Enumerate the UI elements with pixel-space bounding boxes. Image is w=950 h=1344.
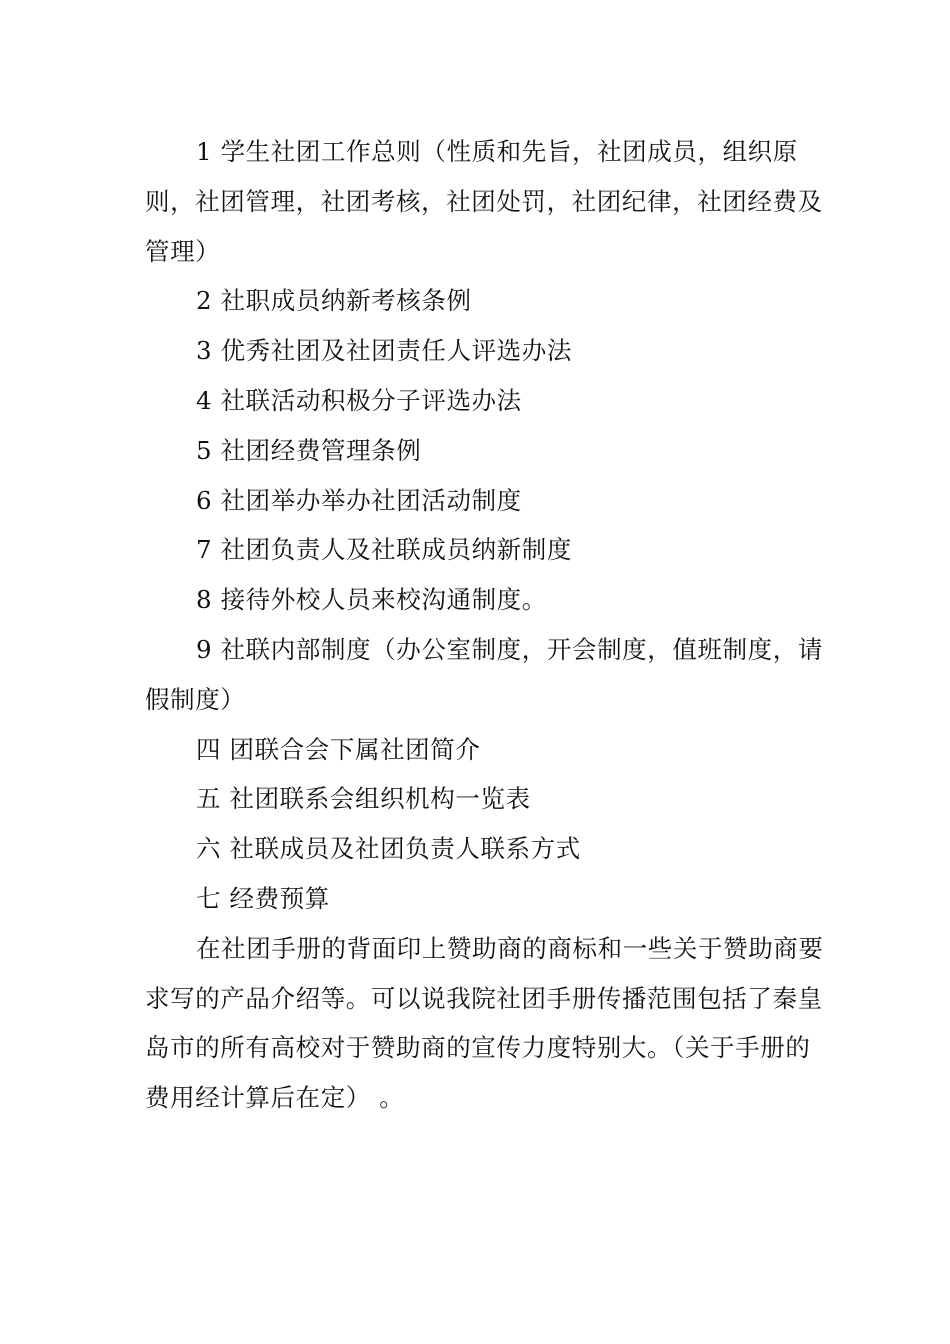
paragraph-2: 2 社职成员纳新考核条例 [196, 286, 472, 316]
paragraph-1: 1 学生社团工作总则（性质和先旨，社团成员，组织原则，社团管理，社团考核，社团处罚，社团纪律，社团经费及管理） [145, 137, 823, 266]
paragraph-10: 四 团联合会下属社团简介 [196, 734, 481, 764]
paragraph-3: 3 优秀社团及社团责任人评选办法 [196, 336, 572, 366]
paragraph-5: 5 社团经费管理条例 [196, 435, 422, 465]
document-body [145, 127, 825, 1123]
paragraph-6: 6 社团举办举办社团活动制度 [196, 485, 522, 515]
paragraph-8: 8 接待外校人员来校沟通制度。 [196, 585, 547, 615]
paragraph-11: 五 社团联系会组织机构一览表 [196, 784, 531, 814]
paragraph-13: 七 经费预算 [196, 883, 330, 913]
paragraph-7: 7 社团负责人及社联成员纳新制度 [196, 535, 572, 565]
paragraph-12: 六 社联成员及社团负责人联系方式 [196, 834, 581, 864]
paragraph-14: 在社团手册的背面印上赞助商的商标和一些关于赞助商要求写的产品介绍等。可以说我院社团手册传播范围包括了秦皇岛市的所有高校对于赞助商的宣传力度特别大。（关于手册的费用经计算后在定） 。 [145, 933, 824, 1113]
paragraph-9: 9 社联内部制度（办公室制度，开会制度，值班制度，请假制度） [145, 634, 823, 714]
paragraph-4: 4 社联活动积极分子评选办法 [196, 385, 522, 415]
